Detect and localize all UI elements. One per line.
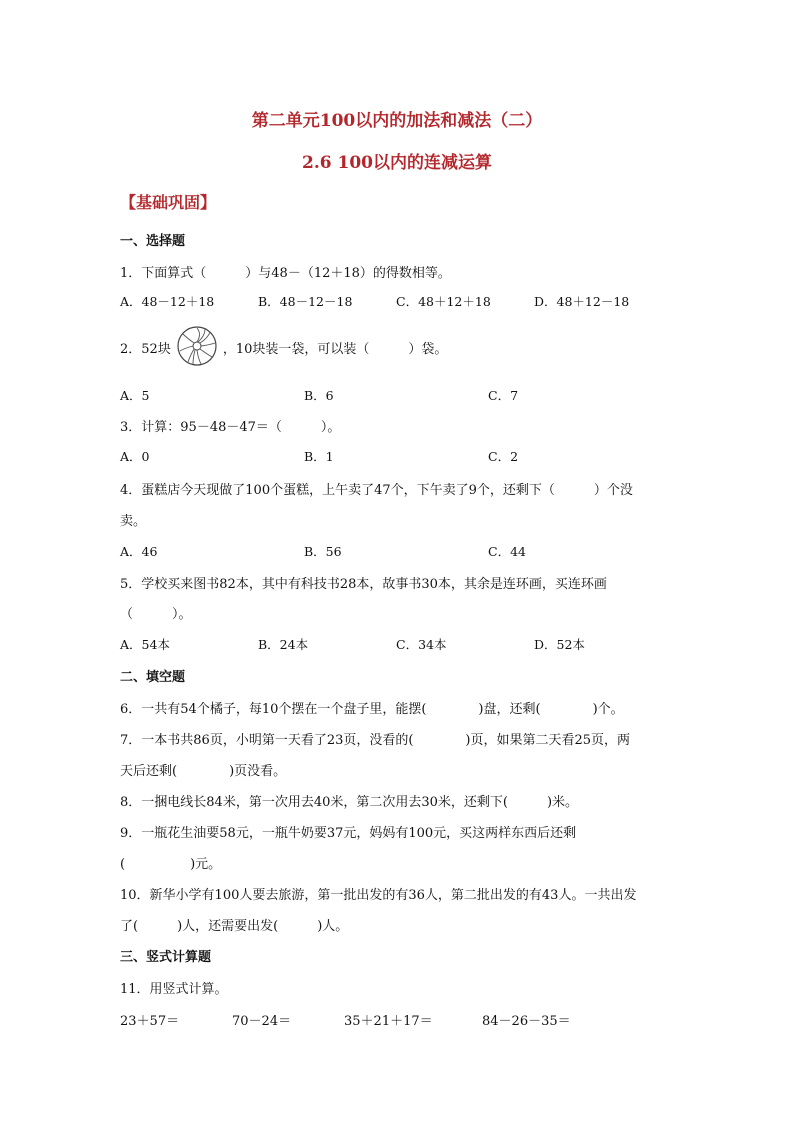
question-9-line1: 9．一瓶花生油要58元，一瓶牛奶要37元，妈妈有100元，买这两样东西后还剩 (120, 826, 577, 841)
part1-heading: 一、选择题 (120, 234, 186, 249)
lesson-title: 2.6 100以内的连减运算 (302, 153, 492, 173)
question-4-line2: 卖。 (120, 514, 147, 529)
question-7-line1: 7．一本书共86页，小明第一天看了23页，没看的( )页，如果第二天看25页，两 (120, 733, 631, 748)
part2-heading: 二、填空题 (120, 670, 186, 685)
q5-option-a: A．54本 (120, 637, 170, 652)
question-10-line2: 了( )人，还需要出发( )人。 (120, 919, 349, 934)
expr-3: 35＋21＋17＝ (344, 1014, 433, 1029)
q1-option-c: C．48＋12＋18 (396, 294, 491, 309)
expr-4: 84－26－35＝ (482, 1014, 571, 1029)
question-11: 11．用竖式计算。 (120, 982, 228, 997)
q2-option-c: C．7 (488, 388, 519, 403)
q4-option-b: B．56 (304, 544, 342, 559)
q5-option-d: D．52本 (534, 637, 585, 652)
question-10-line1: 10．新华小学有100人要去旅游，第一批出发的有36人，第二批出发的有43人。一共出发 (120, 888, 637, 903)
candy-icon (176, 325, 218, 367)
section-label: 【基础巩固】 (120, 193, 217, 212)
question-6: 6．一共有54个橘子，每10个摆在一个盘子里，能摆( )盘，还剩( )个。 (120, 702, 624, 717)
q1-option-b: B．48－12－18 (258, 294, 353, 309)
q5-option-b: B．24本 (258, 637, 309, 652)
question-5-line2: （ ）。 (120, 607, 192, 622)
question-8: 8．一捆电线长84米，第一次用去40米，第二次用去30米，还剩下( )米。 (120, 795, 579, 810)
q2-suffix: ，10块装一袋，可以装（ ）袋。 (222, 342, 448, 357)
unit-title: 第二单元100以内的加法和减法（二） (251, 111, 543, 131)
expr-2: 70－24＝ (232, 1014, 292, 1029)
q3-option-c: C．2 (488, 449, 519, 464)
question-2 (120, 338, 447, 357)
question-9-line2: ( )元。 (120, 857, 222, 872)
q3-option-b: B．1 (304, 449, 334, 464)
q2-option-b: B．6 (304, 388, 334, 403)
q4-option-c: C．44 (488, 544, 526, 559)
question-1: 1．下面算式（ ）与48－（12＋18）的得数相等。 (120, 266, 451, 281)
question-7-line2: 天后还剩( )页没看。 (120, 764, 287, 779)
q4-option-a: A．46 (120, 544, 158, 559)
question-4-line1: 4．蛋糕店今天现做了100个蛋糕，上午卖了47个，下午卖了9个，还剩下（ ）个没 (120, 483, 633, 498)
expr-1: 23＋57＝ (120, 1014, 180, 1029)
question-3: 3．计算：95－48－47＝（ ）。 (120, 420, 341, 435)
part3-heading: 三、竖式计算题 (120, 950, 212, 965)
q2-option-a: A．5 (120, 388, 150, 403)
q3-option-a: A．0 (120, 449, 150, 464)
q2-prefix: 2．52块 (120, 342, 171, 357)
q1-option-a: A．48－12＋18 (120, 294, 215, 309)
question-5-line1: 5．学校买来图书82本，其中有科技书28本，故事书30本，其余是连环画，买连环画 (120, 577, 607, 592)
q1-option-d: D．48＋12－18 (534, 294, 630, 309)
q5-option-c: C．34本 (396, 637, 447, 652)
